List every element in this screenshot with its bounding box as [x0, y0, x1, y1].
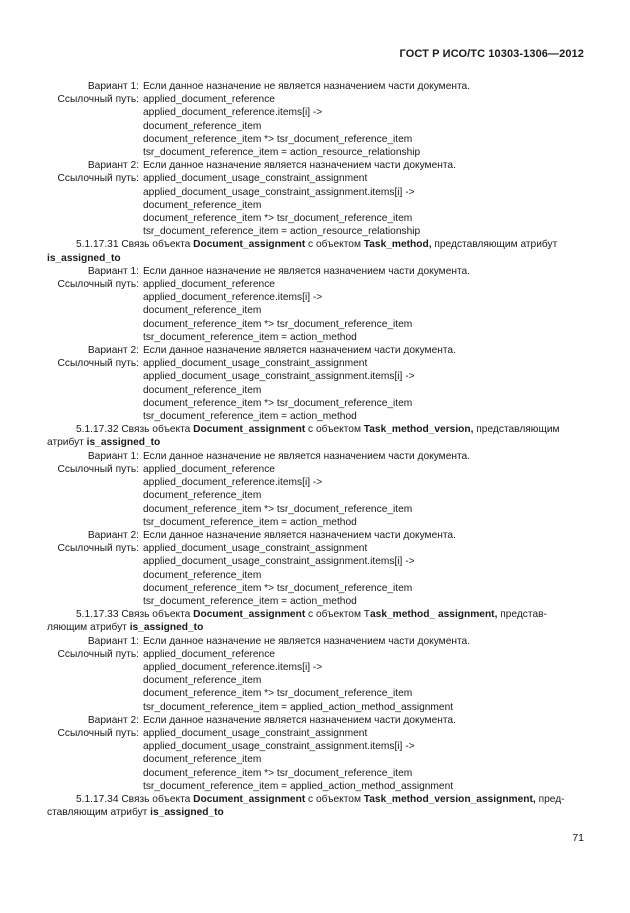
- mapping-label: [47, 701, 143, 714]
- mapping-value: document_reference_item *> tsr_document_reference_item: [143, 767, 413, 779]
- mapping-line: [47, 727, 583, 740]
- mapping-value: Если данное назначение не является назначением части документа.: [143, 635, 471, 647]
- mapping-label: [47, 516, 143, 529]
- mapping-value: document_reference_item: [143, 199, 262, 211]
- section-heading-line: [47, 793, 583, 806]
- mapping-label: [47, 397, 143, 410]
- section-heading-line: [47, 621, 583, 634]
- section-heading-line: [47, 423, 583, 436]
- mapping-value: applied_document_reference.items[i] ->: [143, 477, 323, 489]
- heading-text: 5.1.17.32 Связь объекта: [76, 424, 194, 436]
- mapping-value: applied_document_reference: [143, 648, 275, 660]
- mapping-label: [47, 384, 143, 397]
- mapping-label: [47, 476, 143, 489]
- heading-text: представляющим: [473, 424, 560, 436]
- mapping-label: [47, 120, 143, 133]
- mapping-line: [47, 357, 583, 370]
- mapping-line: [47, 714, 583, 727]
- section-heading: [47, 608, 583, 634]
- page-header: ГОСТ Р ИСО/ТС 10303-1306—2012: [399, 48, 584, 60]
- mapping-value: document_reference_item *> tsr_document_reference_item: [143, 213, 413, 225]
- mapping-value: document_reference_item *> tsr_document_reference_item: [143, 503, 413, 515]
- section-heading: [47, 423, 583, 449]
- entity-name: is_assigned_to: [86, 437, 161, 449]
- mapping-label: [47, 199, 143, 212]
- mapping-line: [47, 146, 583, 159]
- mapping-label: [47, 753, 143, 766]
- mapping-line: [47, 120, 583, 133]
- section-heading-line: [47, 806, 583, 819]
- mapping-label: [47, 146, 143, 159]
- mapping-label: [47, 186, 143, 199]
- mapping-label: [47, 225, 143, 238]
- mapping-value: applied_document_reference.items[i] ->: [143, 661, 323, 673]
- heading-text: ставляющим атрибут: [47, 807, 151, 819]
- heading-text: ляющим атрибут: [47, 622, 130, 634]
- entity-name: Document_assignment: [193, 793, 306, 805]
- entity-name: is_assigned_to: [47, 252, 121, 264]
- mapping-value: tsr_document_reference_item = action_method: [143, 331, 357, 343]
- mapping-line: [47, 648, 583, 661]
- mapping-value: document_reference_item: [143, 675, 262, 687]
- mapping-line: [47, 344, 583, 357]
- heading-text: с объектом: [305, 793, 364, 805]
- mapping-label: Вариант 2:: [87, 345, 139, 357]
- mapping-label: [47, 595, 143, 608]
- section-heading-line: [47, 252, 583, 265]
- mapping-label: [47, 740, 143, 753]
- mapping-label: [47, 674, 143, 687]
- mapping-line: [47, 304, 583, 317]
- mapping-value: document_reference_item *> tsr_document_reference_item: [143, 582, 413, 594]
- entity-name: Document_assignment: [193, 609, 306, 621]
- entity-name: Task_method_version,: [363, 424, 474, 436]
- mapping-label: [47, 555, 143, 568]
- mapping-value: applied_document_usage_constraint_assignment: [143, 358, 368, 370]
- mapping-value: tsr_document_reference_item = action_method: [143, 516, 357, 528]
- heading-text: с объектом Т: [305, 609, 371, 621]
- mapping-label: [47, 582, 143, 595]
- mapping-label: [47, 780, 143, 793]
- mapping-line: [47, 687, 583, 700]
- mapping-label: [47, 503, 143, 516]
- mapping-line: [47, 463, 583, 476]
- mapping-line: [47, 397, 583, 410]
- mapping-value: applied_document_usage_constraint_assignment: [143, 173, 368, 185]
- entity-name: ask_method_ assignment,: [370, 609, 498, 621]
- mapping-value: applied_document_reference: [143, 279, 275, 291]
- mapping-label: Вариант 1:: [87, 450, 139, 462]
- entity-name: Document_assignment: [193, 239, 306, 251]
- heading-text: с объектом: [305, 239, 364, 251]
- page-number: 71: [572, 832, 584, 844]
- heading-text: представ-: [497, 609, 547, 621]
- mapping-line: [47, 93, 583, 106]
- mapping-label: Вариант 2:: [87, 160, 139, 172]
- mapping-line: [47, 291, 583, 304]
- mapping-value: Если данное назначение является назначением части документа.: [143, 714, 456, 726]
- mapping-value: applied_document_reference.items[i] ->: [143, 292, 323, 304]
- mapping-line: [47, 199, 583, 212]
- entity-name: Document_assignment: [193, 424, 306, 436]
- mapping-line: [47, 503, 583, 516]
- mapping-label: Ссылочный путь:: [57, 543, 139, 555]
- mapping-label: [47, 687, 143, 700]
- mapping-line: [47, 661, 583, 674]
- mapping-value: Если данное назначение не является назначением части документа.: [143, 81, 471, 92]
- mapping-line: [47, 701, 583, 714]
- mapping-line: [47, 529, 583, 542]
- heading-text: 5.1.17.34 Связь объекта: [76, 793, 194, 805]
- mapping-line: [47, 595, 583, 608]
- mapping-label: [47, 331, 143, 344]
- mapping-line: [47, 767, 583, 780]
- mapping-label: [47, 767, 143, 780]
- mapping-label: [47, 318, 143, 331]
- mapping-label: Ссылочный путь:: [57, 727, 139, 739]
- mapping-line: [47, 133, 583, 146]
- mapping-value: document_reference_item: [143, 754, 262, 766]
- heading-text: с объектом: [305, 424, 364, 436]
- mapping-label: Ссылочный путь:: [57, 648, 139, 660]
- mapping-label: [47, 661, 143, 674]
- mapping-value: document_reference_item *> tsr_document_reference_item: [143, 318, 413, 330]
- mapping-line: [47, 569, 583, 582]
- mapping-value: Если данное назначение является назначением части документа.: [143, 529, 456, 541]
- mapping-line: [47, 674, 583, 687]
- mapping-label: Ссылочный путь:: [57, 279, 139, 291]
- mapping-value: tsr_document_reference_item = action_resource_relationship: [143, 226, 421, 238]
- mapping-line: [47, 476, 583, 489]
- section-heading-line: [47, 608, 583, 621]
- entity-name: is_assigned_to: [129, 622, 204, 634]
- mapping-label: Вариант 2:: [87, 529, 139, 541]
- mapping-line: [47, 555, 583, 568]
- mapping-label: [47, 489, 143, 502]
- mapping-value: applied_document_usage_constraint_assignment.items[i] ->: [143, 186, 415, 198]
- mapping-value: document_reference_item *> tsr_document_reference_item: [143, 688, 413, 700]
- mapping-line: [47, 80, 583, 93]
- mapping-line: [47, 172, 583, 185]
- heading-text: 5.1.17.33 Связь объекта: [76, 609, 194, 621]
- mapping-value: tsr_document_reference_item = action_method: [143, 411, 357, 423]
- mapping-line: [47, 106, 583, 119]
- mapping-value: document_reference_item *> tsr_document_reference_item: [143, 397, 413, 409]
- mapping-value: applied_document_reference.items[i] ->: [143, 107, 323, 119]
- mapping-value: document_reference_item: [143, 569, 262, 581]
- mapping-label: [47, 106, 143, 119]
- mapping-line: [47, 225, 583, 238]
- heading-text: атрибут: [47, 437, 87, 449]
- mapping-value: document_reference_item *> tsr_document_reference_item: [143, 133, 413, 145]
- mapping-value: document_reference_item: [143, 490, 262, 502]
- mapping-label: Ссылочный путь:: [57, 173, 139, 185]
- mapping-line: [47, 410, 583, 423]
- mapping-line: [47, 542, 583, 555]
- section-heading: [47, 238, 583, 264]
- mapping-line: [47, 740, 583, 753]
- entity-name: is_assigned_to: [150, 807, 224, 819]
- mapping-line: [47, 331, 583, 344]
- mapping-value: applied_document_usage_constraint_assignment.items[i] ->: [143, 741, 415, 753]
- mapping-line: [47, 516, 583, 529]
- mapping-line: [47, 318, 583, 331]
- heading-text: пред-: [535, 793, 565, 805]
- mapping-line: [47, 186, 583, 199]
- mapping-label: [47, 569, 143, 582]
- mapping-value: tsr_document_reference_item = applied_action_method_assignment: [143, 780, 454, 792]
- heading-text: представляющим атрибут: [431, 239, 558, 251]
- mapping-label: Вариант 1:: [87, 265, 139, 277]
- document-body: [47, 80, 583, 819]
- mapping-label: [47, 291, 143, 304]
- mapping-line: [47, 450, 583, 463]
- mapping-value: document_reference_item: [143, 384, 262, 396]
- mapping-label: [47, 410, 143, 423]
- mapping-label: Ссылочный путь:: [57, 94, 139, 106]
- mapping-line: [47, 212, 583, 225]
- entity-name: Task_method,: [363, 239, 432, 251]
- mapping-label: Ссылочный путь:: [57, 463, 139, 475]
- mapping-line: [47, 159, 583, 172]
- mapping-label: Вариант 2:: [87, 714, 139, 726]
- mapping-line: [47, 780, 583, 793]
- mapping-line: [47, 278, 583, 291]
- mapping-value: tsr_document_reference_item = action_method: [143, 595, 357, 607]
- mapping-line: [47, 582, 583, 595]
- mapping-label: Вариант 1:: [87, 635, 139, 647]
- mapping-value: applied_document_reference: [143, 94, 275, 106]
- mapping-value: applied_document_usage_constraint_assignment.items[i] ->: [143, 556, 415, 568]
- mapping-label: [47, 370, 143, 383]
- mapping-label: [47, 212, 143, 225]
- mapping-line: [47, 753, 583, 766]
- mapping-line: [47, 489, 583, 502]
- section-heading-line: [47, 238, 583, 251]
- mapping-label: [47, 304, 143, 317]
- mapping-line: [47, 635, 583, 648]
- entity-name: Task_method_version_assignment,: [363, 793, 536, 805]
- mapping-line: [47, 370, 583, 383]
- mapping-line: [47, 265, 583, 278]
- mapping-value: Если данное назначение не является назначением части документа.: [143, 265, 471, 277]
- mapping-value: applied_document_usage_constraint_assignment.items[i] ->: [143, 371, 415, 383]
- mapping-value: applied_document_reference: [143, 463, 275, 475]
- mapping-value: applied_document_usage_constraint_assignment: [143, 727, 368, 739]
- mapping-line: [47, 384, 583, 397]
- mapping-label: Вариант 1:: [87, 81, 139, 92]
- mapping-value: tsr_document_reference_item = applied_action_method_assignment: [143, 701, 454, 713]
- mapping-value: document_reference_item: [143, 305, 262, 317]
- mapping-label: [47, 133, 143, 146]
- mapping-value: Если данное назначение является назначением части документа.: [143, 160, 456, 172]
- section-heading-line: [47, 436, 583, 449]
- mapping-label: Ссылочный путь:: [57, 358, 139, 370]
- mapping-value: Если данное назначение является назначением части документа.: [143, 345, 456, 357]
- mapping-value: tsr_document_reference_item = action_resource_relationship: [143, 147, 421, 159]
- section-heading: [47, 793, 583, 819]
- heading-text: 5.1.17.31 Связь объекта: [76, 239, 194, 251]
- mapping-value: applied_document_usage_constraint_assignment: [143, 543, 368, 555]
- mapping-value: Если данное назначение не является назначением части документа.: [143, 450, 471, 462]
- mapping-value: document_reference_item: [143, 120, 262, 132]
